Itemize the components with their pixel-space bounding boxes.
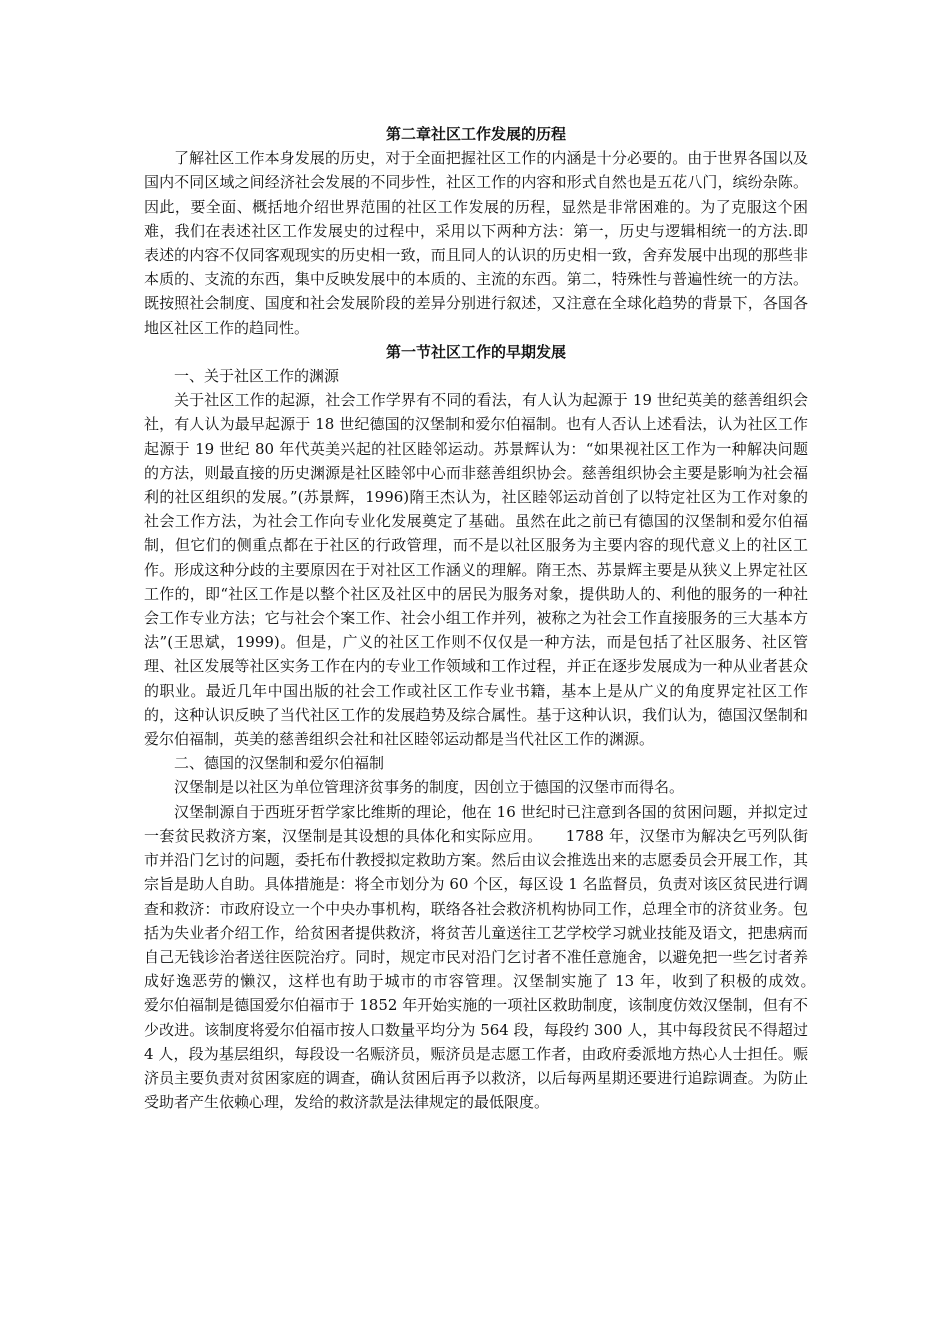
section-title: 第一节社区工作的早期发展 [385,342,566,361]
document-page [144,122,839,1114]
subsection-heading-hamburg: 二、德国的汉堡制和爱尔伯福制 [174,754,385,773]
origin-paragraph: 关于社区工作的起源，社会工作学界有不同的看法，有人认为起源于 19 世纪英美的慈善组织会社，有人认为最早起源于 18 世纪德国的汉堡制和爱尔伯福制。也有人否认上述看法，认为社区工作起源于 19 世纪 80 年代英美兴起的社区睦邻运动。苏景辉认为：“如果视社区工作为一种解决问题的方法，则最直接的历史渊源是社区睦邻中心而非慈善组织协会。慈善组织协会主要是影响为社会福利的社区组织的发展。”(苏景辉，1996)隋王杰认为，社区睦邻运动首创了以特定社区为工作对象的社会工作方法，为社会工作向专业化发展奠定了基础。虽然在此之前已有德国的汉堡制和爱尔伯福制，但它们的侧重点都在于社区的行政管理，而不是以社区服务为主要内容的现代意义上的社区工作。形成这种分歧的主要原因在于对社区工作涵义的理解。隋王杰、苏景辉主要是从狭义上界定社区工作的，即“社区工作是以整个社区及社区中的居民为服务对象，提供助人的、利他的服务的一种社会工作专业方法；它与社会个案工作、社会小组工作并列，被称之为社会工作直接服务的三大基本方法”(王思斌，1999)。但是，广义的社区工作则不仅仅是一种方法，而是包括了社区服务、社区管理、社区发展等社区实务工作在内的专业工作领域和工作过程，并正在逐步发展成为一种从业者甚众的职业。最近几年中国出版的社会工作或社区工作专业书籍，基本上是从广义的角度界定社区工作的，这种认识反映了当代社区工作的发展趋势及综合属性。基于这种认识，我们认为，德国汉堡制和爱尔伯福制，英美的慈善组织会社和社区睦邻运动都是当代社区工作的渊源。 [144,391,808,749]
chapter-title: 第二章社区工作发展的历程 [385,125,566,143]
hamburg-intro-paragraph: 汉堡制是以社区为单位管理济贫事务的制度，因创立于德国的汉堡市而得名。 [174,778,685,797]
intro-paragraph: 了解社区工作本身发展的历史，对于全面把握社区工作的内涵是十分必要的。由于世界各国以及国内不同区域之间经济社会发展的不同步性，社区工作的内容和形式自然也是五花八门，缤纷杂陈。因此，要全面、概括地介绍世界范围的社区工作发展的历程，显然是非常困难的。为了克服这个困难，我们在表述社区工作发展史的过程中，采用以下两种方法：第一，历史与逻辑相统一的方法.即表述的内容不仅同客观现实的历史相一致，而且同人的认识的历史相一致，舍弃发展中出现的那些非本质的、支流的东西，集中反映发展中的本质的、主流的东西。第二，特殊性与普遍性统一的方法。既按照社会制度、国度和社会发展阶段的差异分别进行叙述，又注意在全球化趋势的背景下，各国各地区社区工作的趋同性。 [144,149,808,337]
subsection-heading-origin: 一、关于社区工作的渊源 [174,367,340,386]
hamburg-detail-paragraph: 汉堡制源自于西班牙哲学家比维斯的理论，他在 16 世纪时已注意到各国的贫困问题，并拟定过一套贫民救济方案，汉堡制是其设想的具体化和实际应用。 1788 年，汉堡市为解决乞丐列队街市并沿门乞讨的问题，委托布什教授拟定救助方案。然后由议会推选出来的志愿委员会开展工作，其宗旨是助人自助。具体措施是：将全市划分为 60 个区，每区设 1 名监督员，负责对该区贫民进行调查和救济：市政府设立一个中央办事机构，联络各社会救济机构协同工作，总理全市的济贫业务。包括为失业者介绍工作，给贫困者提供救济，将贫苦儿童送往工艺学校学习就业技能及语文，把患病而自己无钱诊治者送往医院治疗。同时，规定市民对沿门乞讨者不准任意施舍，以避免把一些乞讨者养成好逸恶劳的懒汉，这样也有助于城市的市容管理。汉堡制实施了 13 年，收到了积极的成效。 爱尔伯福制是德国爱尔伯福市于 1852 年开始实施的一项社区救助制度，该制度仿效汉堡制，但有不少改进。该制度将爱尔伯福市按人口数量平均分为 564 段，每段约 300 人，其中每段贫民不得超过 4 人，段为基层组织，每段设一名赈济员，赈济员是志愿工作者，由政府委派地方热心人士担任。赈济员主要负责对贫困家庭的调查，确认贫困后再予以救济，以后每两星期还要进行追踪调查。为防止受助者产生依赖心理，发给的救济款是法律规定的最低限度。 [144,802,839,1112]
